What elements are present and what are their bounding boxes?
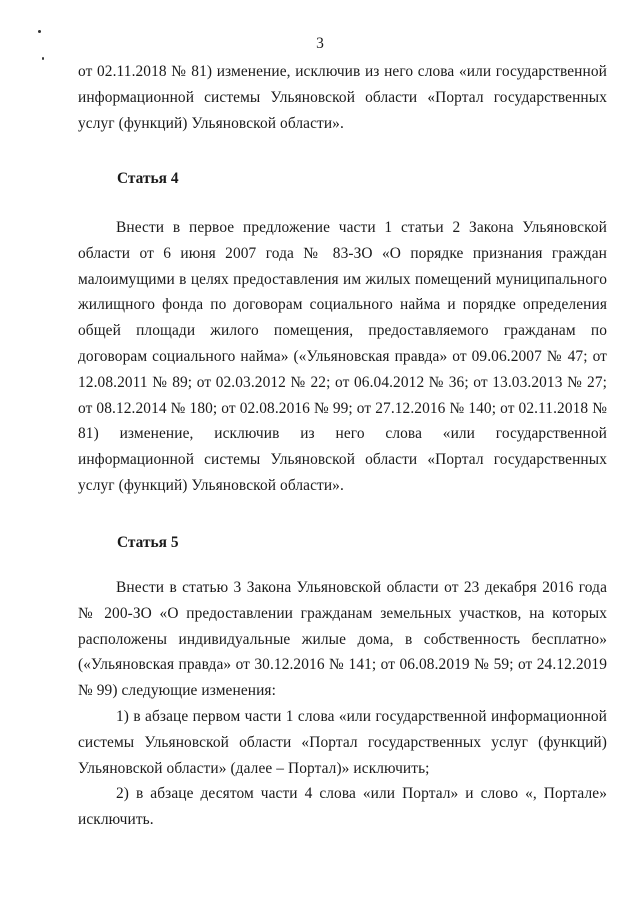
continuation-paragraph: [78, 59, 607, 136]
scan-speck: [42, 57, 44, 60]
article-5-intro: Внести в статью 3 Закона Ульяновской области от 23 декабря 2016 года № 200-ЗО «О предоставлении гражданам земельных участков, на которых расположены индивидуальные жилые дома, в собственность бесплатно» («Ульяновская правда» от 30.12.2016 № 141; от 06.08.2019 № 59; от 24.12.2019 № 99) следующие изменения:: [78, 579, 607, 700]
page-number: 3: [316, 35, 324, 52]
article-4-paragraph: Внести в первое предложение части 1 статьи 2 Закона Ульяновской области от 6 июня 2007 года № 83-ЗО «О порядке признания граждан малоимущими в целях предоставления им жилых помещений муниципального жилищного фонда по договорам социального найма и порядке определения общей площади жилого помещения, предоставляемого гражданам по договорам социального найма» («Ульяновская правда» от 09.06.2007 № 47; от 12.08.2011 № 89; от 02.03.2012 № 22; от 06.04.2012 № 36; от 13.03.2013 № 27; от 08.12.2014 № 180; от 02.08.2016 № 99; от 27.12.2016 № 140; от 02.11.2018 № 81) изменение, исключив из него слова «или государственной информационной системы Ульяновской области «Портал государственных услуг (функций) Ульяновской области».: [78, 219, 607, 494]
article-5-heading: Статья 5: [117, 534, 179, 551]
article-5-body: [78, 575, 607, 833]
continuation-text: от 02.11.2018 № 81) изменение, исключив из него слова «или государственной информационной системы Ульяновской области «Портал государственных услуг (функций) Ульяновской области».: [78, 63, 607, 132]
article-4-body: [78, 215, 607, 499]
article-4-heading: Статья 4: [117, 170, 179, 187]
article-5-item-1: 1) в абзаце первом части 1 слова «или государственной информационной системы Ульяновской области «Портал государственных услуг (функций) Ульяновской области» (далее – Портал)» исключить;: [78, 707, 607, 777]
scan-speck: [38, 30, 41, 33]
article-5-item-2: 2) в абзаце десятом части 4 слова «или Портал» и слово «, Портале» исключить.: [78, 785, 607, 829]
